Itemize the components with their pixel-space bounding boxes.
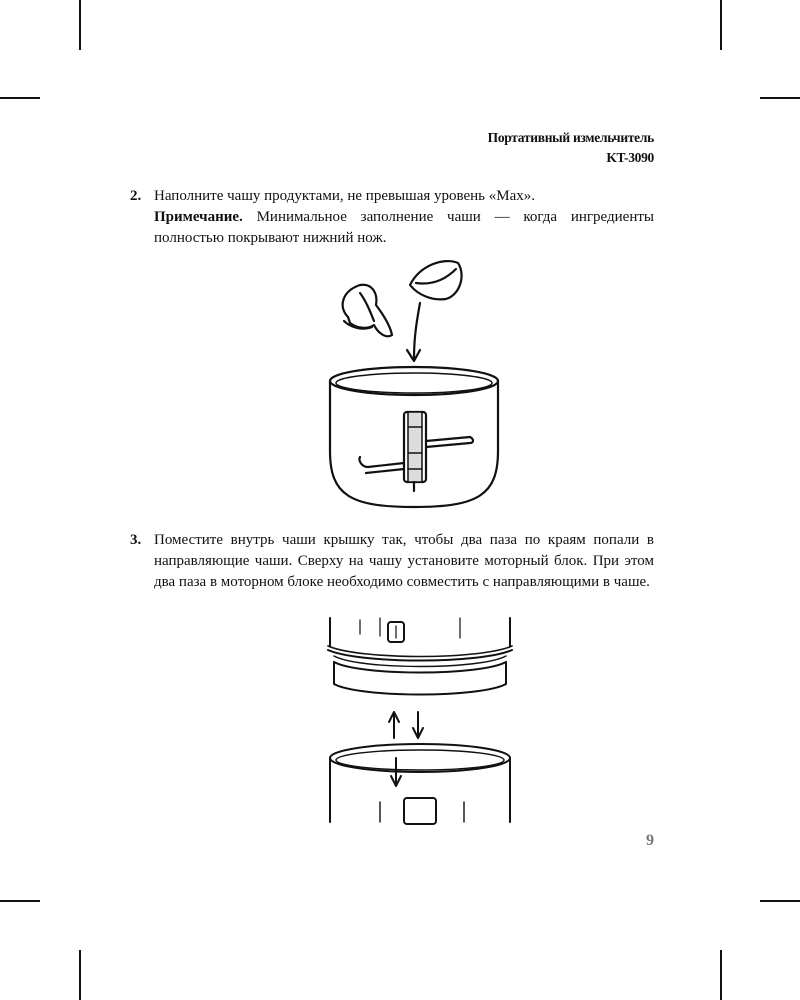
product-title: Портативный измельчитель: [487, 130, 654, 145]
step-3: [130, 530, 654, 593]
alignment-arrows: [389, 712, 423, 738]
step-number: 2.: [130, 188, 142, 204]
bowl: [330, 367, 498, 507]
crop-mark: [760, 900, 800, 902]
page-header: [488, 128, 654, 168]
motor-block-assembly-illustration: [320, 616, 520, 826]
crop-mark: [720, 0, 722, 50]
crop-mark: [760, 97, 800, 99]
bowl: [330, 744, 510, 824]
crop-mark: [0, 900, 40, 902]
note-label: Примечание.: [154, 209, 243, 225]
down-arrow: [407, 303, 420, 361]
step-text: Поместите внутрь чаши крышку так, чтобы два паза по краям попали в направляющие чаши. Сверху на чашу установите моторный блок. При этом два паза в моторном блоке необходимо совместить с направляющими в чаше.: [154, 532, 654, 590]
note-text: Минимальное заполнение чаши — когда ингредиенты полностью покрывают нижний нож.: [154, 209, 654, 246]
crop-mark: [79, 0, 81, 50]
motor-block: [328, 618, 512, 695]
step-number: 3.: [130, 532, 142, 548]
step-note: [154, 207, 654, 249]
step-2: [130, 186, 654, 249]
crop-mark: [79, 950, 81, 1000]
crop-mark: [720, 950, 722, 1000]
crop-mark: [0, 97, 40, 99]
page-number: 9: [646, 832, 654, 849]
model-number: KT-3090: [606, 150, 654, 165]
ingredient-pieces: [343, 261, 462, 336]
bowl-illustration: [320, 255, 510, 515]
step-text: Наполните чашу продуктами, не превышая уровень «Max».: [154, 188, 536, 204]
